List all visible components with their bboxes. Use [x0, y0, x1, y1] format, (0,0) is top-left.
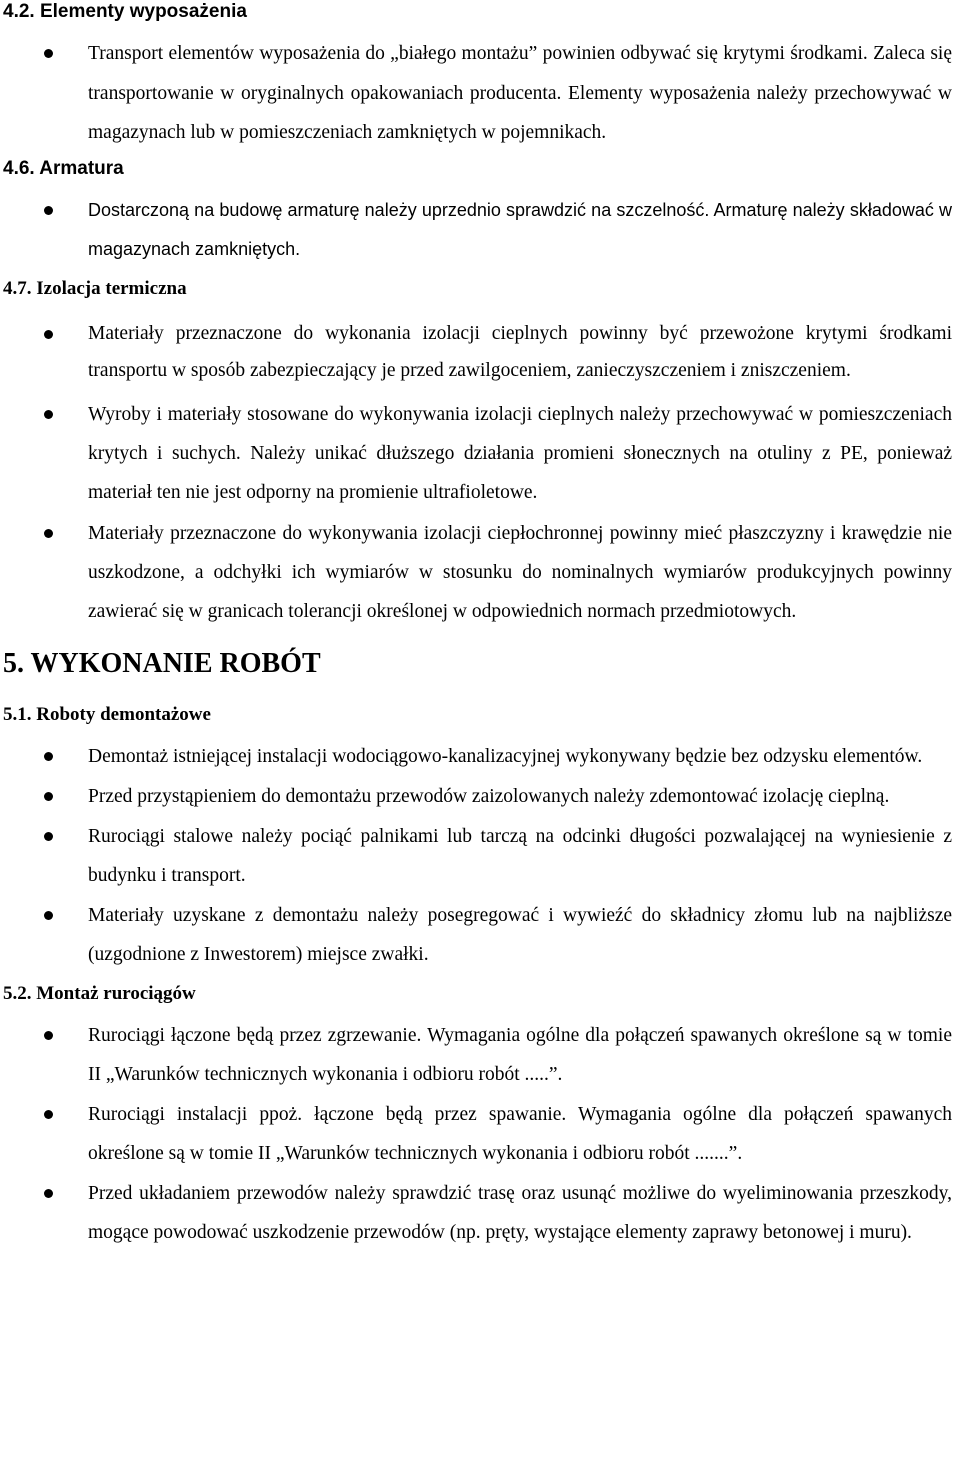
- bullet-icon: [44, 832, 53, 841]
- list-item-text: Dostarczoną na budowę armaturę należy uprzednio sprawdzić na szczelność. Armaturę należy składować w magazynach zamkniętych.: [88, 199, 952, 259]
- bullet-icon: [44, 1031, 53, 1040]
- list-item: [3, 1095, 960, 1173]
- list-item-text: Przed układaniem przewodów należy sprawdzić trasę oraz usunąć możliwe do wyeliminowania przeszkody, mogące powodować uszkodzenie przewodów (np. pręty, wystające elementy zaprawy betonowej i muru).: [88, 1182, 952, 1243]
- bullet-icon: [44, 206, 53, 215]
- bullet-icon: [44, 792, 53, 801]
- bullet-icon: [44, 49, 53, 58]
- section-5-2-list: [3, 1016, 960, 1252]
- list-item-text: Wyroby i materiały stosowane do wykonywania izolacji cieplnych należy przechowywać w pomieszczeniach krytych i suchych. Należy unikać dłuższego działania promieni słonecznych na otuliny z PE, ponieważ materiał ten nie jest odporny na promienie ultrafioletowe.: [88, 403, 952, 503]
- section-4-7-list: [3, 315, 960, 631]
- section-4-6-list: [3, 191, 960, 269]
- section-4-7-heading: 4.7. Izolacja termiczna: [3, 277, 187, 299]
- list-item-text: Materiały uzyskane z demontażu należy posegregować i wywieźć do składnicy złomu lub na najbliższe (uzgodnione z Inwestorem) miejsce zwałki.: [88, 904, 952, 965]
- bullet-icon: [44, 752, 53, 761]
- list-item: [3, 896, 960, 974]
- list-item: [3, 817, 960, 895]
- list-item-text: Demontaż istniejącej instalacji wodociągowo-kanalizacyjnej wykonywany będzie bez odzysku elementów.: [88, 745, 923, 767]
- list-item-text: Rurociągi instalacji ppoż. łączone będą przez spawanie. Wymagania ogólne dla połączeń spawanych określone są w tomie II „Warunków technicznych wykonania i odbioru robót .......”.: [88, 1103, 952, 1164]
- list-item-text: Rurociągi stalowe należy pociąć palnikami lub tarczą na odcinki długości pozwalającej na wyniesienie z budynku i transport.: [88, 825, 952, 886]
- section-5-1-list: [3, 737, 960, 974]
- list-item: [3, 315, 960, 389]
- list-item: [3, 191, 960, 269]
- list-item-text: Rurociągi łączone będą przez zgrzewanie. Wymagania ogólne dla połączeń spawanych określone są w tomie II „Warunków technicznych wykonania i odbioru robót .....”.: [88, 1024, 952, 1085]
- list-item: [3, 514, 960, 631]
- list-item-text: Materiały przeznaczone do wykonywania izolacji ciepłochronnej powinny mieć płaszczyzny i krawędzie nie uszkodzone, a odchyłki ich wymiarów w stosunku do nominalnych wymiarów produkcyjnych powinny zawierać się w granicach tolerancji określonej w odpowiednich normach przedmiotowych.: [88, 522, 952, 622]
- list-item-text: Materiały przeznaczone do wykonania izolacji cieplnych powinny być przewożone krytymi środkami transportu w sposób zabezpieczający je przed zawilgoceniem, zanieczyszczeniem i zniszczeniem.: [88, 322, 952, 381]
- list-item-text: Transport elementów wyposażenia do „białego montażu” powinien odbywać się krytymi środkami. Zaleca się transportowanie w oryginalnych opakowaniach producenta. Elementy wyposażenia należy przechowywać w magazynach lub w pomieszczeniach zamkniętych w pojemnikach.: [88, 43, 952, 143]
- list-item: [3, 1016, 960, 1094]
- bullet-icon: [44, 529, 53, 538]
- list-item: [3, 395, 960, 512]
- list-item-text: Przed przystąpieniem do demontażu przewodów zaizolowanych należy zdemontować izolację cieplną.: [88, 785, 890, 807]
- list-item: [3, 34, 960, 153]
- bullet-icon: [44, 330, 53, 339]
- section-4-2-heading: 4.2. Elementy wyposażenia: [3, 1, 247, 22]
- bullet-icon: [44, 1110, 53, 1119]
- list-item: [3, 737, 960, 776]
- section-4-6-heading: 4.6. Armatura: [3, 157, 124, 179]
- section-4-2-list: [3, 34, 960, 153]
- bullet-icon: [44, 1189, 53, 1198]
- section-5-1-heading: 5.1. Roboty demontażowe: [3, 703, 211, 725]
- bullet-icon: [44, 911, 53, 920]
- bullet-icon: [44, 410, 53, 419]
- section-5-2-heading: 5.2. Montaż rurociągów: [3, 982, 196, 1004]
- list-item: [3, 1174, 960, 1252]
- list-item: [3, 777, 960, 816]
- section-5-heading: 5. WYKONANIE ROBÓT: [3, 647, 321, 679]
